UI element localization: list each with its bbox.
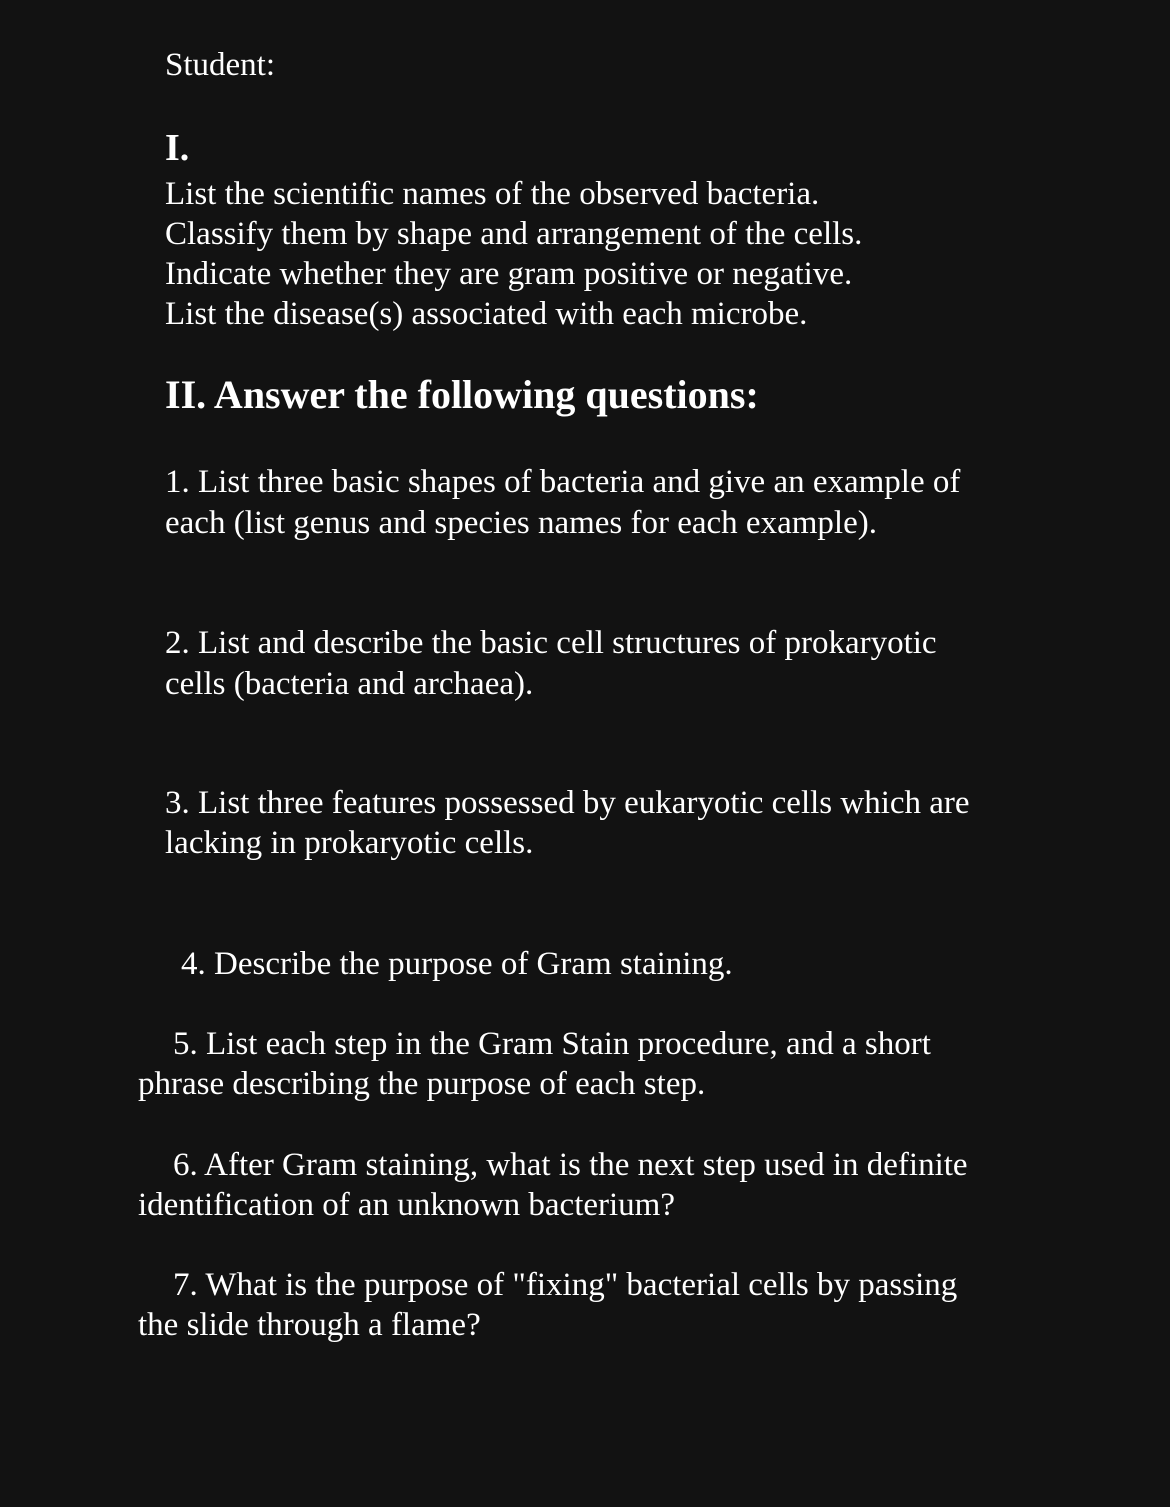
instruction-line: List the scientific names of the observed bacteria. <box>165 176 820 212</box>
section-one-numeral: I. <box>165 127 190 169</box>
question-4-line-1: 4. Describe the purpose of Gram staining. <box>181 946 733 982</box>
question-6-line-2: identification of an unknown bacterium? <box>138 1187 675 1223</box>
question-1-line-1: 1. List three basic shapes of bacteria and give an example of <box>165 464 961 500</box>
student-label: Student: <box>165 47 276 83</box>
question-6-line-1: 6. After Gram staining, what is the next step used in definite <box>173 1147 968 1183</box>
instruction-line: Classify them by shape and arrangement of the cells. <box>165 216 863 252</box>
question-2-line-1: 2. List and describe the basic cell structures of prokaryotic <box>165 625 937 661</box>
instruction-line: List the disease(s) associated with each microbe. <box>165 296 808 332</box>
question-5-line-2: phrase describing the purpose of each step. <box>138 1066 706 1102</box>
question-3-line-1: 3. List three features possessed by eukaryotic cells which are <box>165 785 970 821</box>
section-two-heading: II. Answer the following questions: <box>165 372 759 417</box>
question-7-line-1: 7. What is the purpose of "fixing" bacterial cells by passing <box>173 1267 958 1303</box>
question-2-line-2: cells (bacteria and archaea). <box>165 666 534 702</box>
question-7-line-2: the slide through a flame? <box>138 1307 481 1343</box>
question-1-line-2: each (list genus and species names for each example). <box>165 505 877 541</box>
question-5-line-1: 5. List each step in the Gram Stain procedure, and a short <box>173 1026 931 1062</box>
question-3-line-2: lacking in prokaryotic cells. <box>165 825 534 861</box>
instruction-line: Indicate whether they are gram positive or negative. <box>165 256 853 292</box>
